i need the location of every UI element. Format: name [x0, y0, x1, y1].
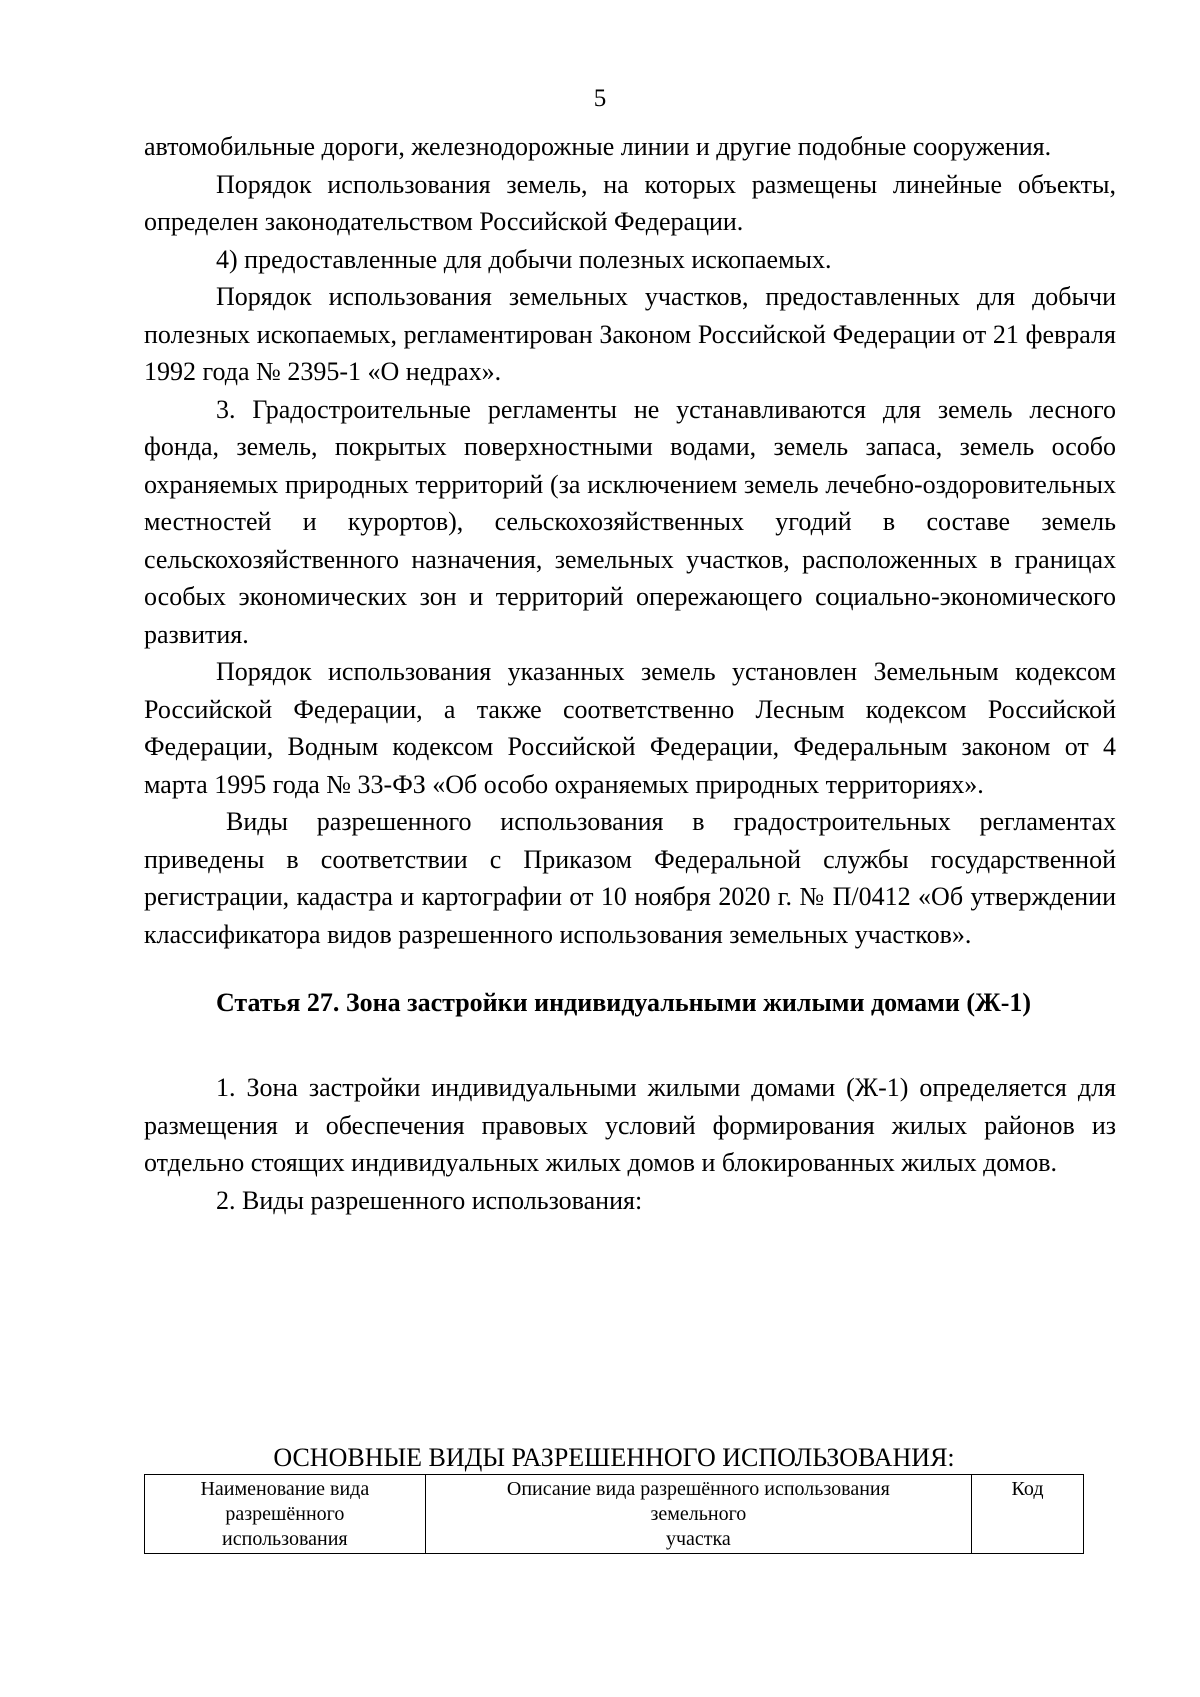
table-title: ОСНОВНЫЕ ВИДЫ РАЗРЕШЕННОГО ИСПОЛЬЗОВАНИЯ: — [273, 1443, 955, 1472]
paragraph: 2. Виды разрешенного использования: — [216, 1185, 643, 1215]
header-line: использования — [222, 1528, 348, 1550]
paragraph: 4) предоставленные для добычи полезных ископаемых. — [216, 244, 832, 274]
paragraph: Порядок использования указанных земель установлен Земельным кодексом Российской Федерации, а также соответственно Лесным кодексом Российской Федерации, Водным кодексом Российской Федерации, Федеральным законом от 4 марта 1995 года № 33-ФЗ «Об особо охраняемых природных территориях». — [144, 657, 1116, 799]
paragraph: автомобильные дороги, железнодорожные линии и другие подобные сооружения. — [144, 132, 1052, 161]
body-text — [144, 128, 1116, 1219]
land-use-table — [144, 1474, 1084, 1554]
paragraph: 3. Градостроительные регламенты не устанавливаются для земель лесного фонда, земель, покрытых поверхностными водами, земель запаса, земель особо охраняемых природных территорий (за исключением земель лечебно-оздоровительных местностей и курортов), сельскохозяйственных угодий в составе земель сельскохозяйственного назначения, земельных участков, расположенных в границах особых экономических зон и территорий опережающего социально-экономического развития. — [144, 394, 1116, 649]
paragraph: Порядок использования земель, на которых размещены линейные объекты, определен законодательством Российской Федерации. — [144, 169, 1116, 236]
paragraph: Виды разрешенного использования в градостроительных регламентах приведены в соответствии с Приказом Федеральной службы государственной регистрации, кадастра и картографии от 10 ноября 2020 г. № П/0412 «Об утверждении классификатора видов разрешенного использования земельных участков». — [144, 807, 1116, 949]
header-line: участка — [665, 1528, 731, 1550]
header-cell-name — [145, 1475, 426, 1554]
header-line: Описание вида разрешённого использования — [506, 1478, 890, 1500]
article-heading: Статья 27. Зона застройки индивидуальными жилыми домами (Ж-1) — [216, 988, 1032, 1017]
header-line: земельного — [650, 1503, 747, 1525]
header-cell-description — [425, 1475, 971, 1554]
paragraph: 1. Зона застройки индивидуальными жилыми домами (Ж-1) определяется для размещения и обеспечения правовых условий формирования жилых районов из отдельно стоящих индивидуальных жилых домов и блокированных жилых домов. — [144, 1073, 1116, 1177]
header-cell-code — [972, 1475, 1084, 1554]
spacer — [144, 1023, 1116, 1069]
page-number: 5 — [593, 85, 607, 112]
header-line: Код — [1011, 1478, 1044, 1500]
paragraph: Порядок использования земельных участков, предоставленных для добычи полезных ископаемых, регламентирован Законом Российской Федерации от 21 февраля 1992 года № 2395-1 «О недрах». — [144, 282, 1116, 386]
header-line: Наименование вида — [200, 1478, 370, 1500]
table-header-row — [145, 1475, 1084, 1554]
header-line: разрешённого — [225, 1503, 345, 1525]
